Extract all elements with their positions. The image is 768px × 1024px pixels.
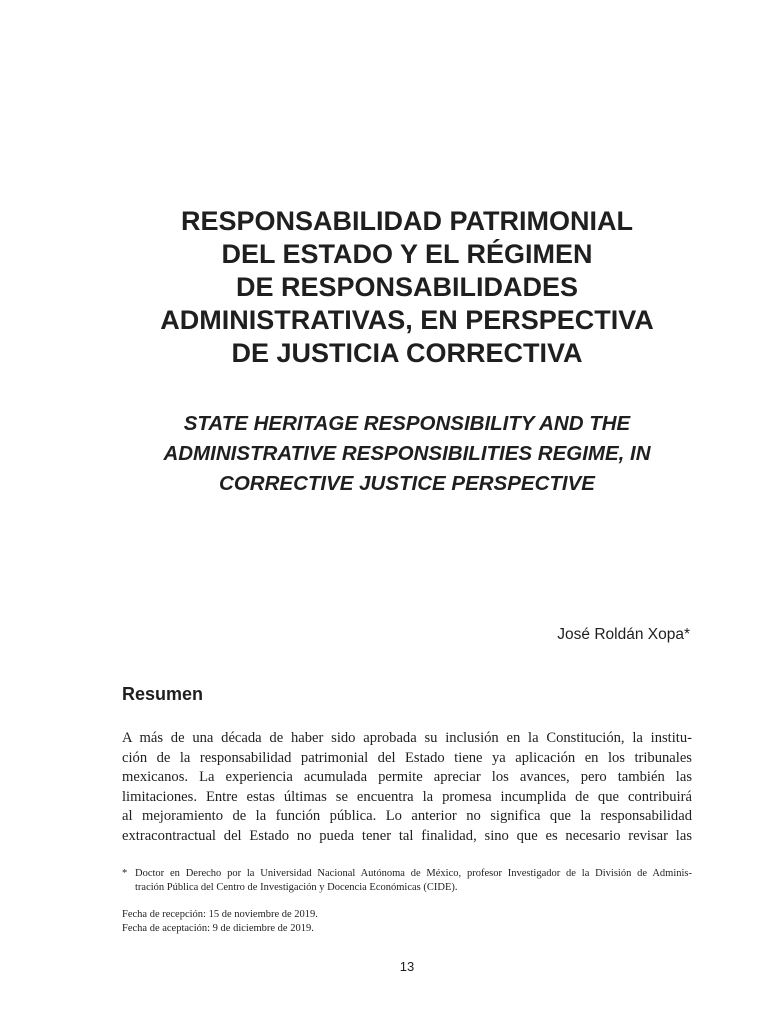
footnote-marker: *: [122, 868, 128, 879]
footnote-line: tración Pública del Centro de Investigación y Docencia Económicas (CIDE).: [135, 882, 458, 893]
abstract-line: mexicanos. La experiencia acumulada permite apreciar los avances, pero también las: [122, 769, 692, 786]
abstract-line: extracontractual del Estado no pueda tener tal finalidad, sino que es necesario revisar las: [122, 827, 692, 844]
title-line: DEL ESTADO Y EL RÉGIMEN: [221, 239, 593, 269]
abstract-line: ción de la responsabilidad patrimonial del Estado tiene ya aplicación en los tribunales: [122, 749, 692, 766]
author-name: José Roldán Xopa*: [557, 626, 690, 643]
subtitle-line: STATE HERITAGE RESPONSIBILITY AND THE: [183, 412, 631, 435]
title-line: DE JUSTICIA CORRECTIVA: [231, 338, 583, 368]
title-line: RESPONSABILIDAD PATRIMONIAL: [181, 206, 633, 236]
abstract-line: A más de una década de haber sido aprobada su inclusión en la Constitución, la institu-: [122, 730, 692, 746]
article-subtitle-english: [120, 409, 694, 499]
footnote-line: Doctor en Derecho por la Universidad Nacional Autónoma de México, profesor Investigador de la División de Adminis-: [135, 868, 692, 879]
abstract-line: limitaciones. Entre estas últimas se encuentra la promesa incumplida de que contribuirá: [122, 788, 692, 805]
article-title: [120, 205, 694, 370]
abstract-body: [122, 729, 692, 847]
submission-dates: [122, 908, 318, 936]
title-line: DE RESPONSABILIDADES: [235, 272, 579, 302]
abstract-heading: Resumen: [122, 684, 204, 704]
subtitle-line: ADMINISTRATIVE RESPONSIBILITIES REGIME, IN: [163, 442, 651, 465]
title-line: ADMINISTRATIVAS, EN PERSPECTIVA: [160, 305, 654, 335]
received-date: Fecha de recepción: 15 de noviembre de 2019.: [122, 909, 318, 920]
abstract-line: al mejoramiento de la función pública. Lo anterior no significa que la responsabilidad: [122, 808, 692, 825]
page-number: 13: [399, 959, 415, 974]
subtitle-line: CORRECTIVE JUSTICE PERSPECTIVE: [219, 472, 595, 495]
accepted-date: Fecha de aceptación: 9 de diciembre de 2019.: [122, 923, 314, 934]
author-footnote: [122, 867, 692, 895]
